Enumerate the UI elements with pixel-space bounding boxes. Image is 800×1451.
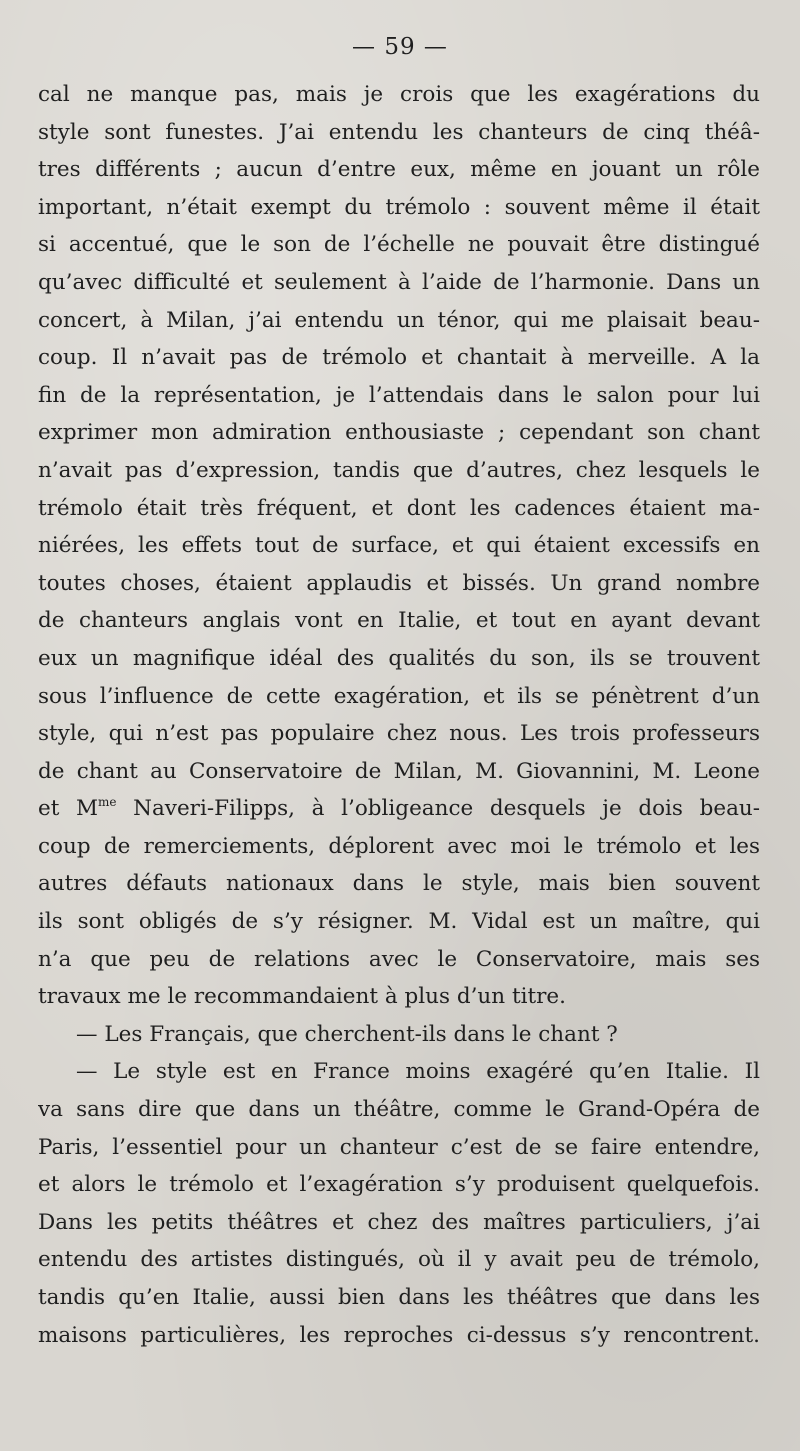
text-line: va sans dire que dans un théâtre, comme le Grand-Opéra de	[38, 1097, 760, 1123]
text-line: et $M^{me}$ Naveri-Filipps, à l’obligeance desquels je dois beau-	[38, 795, 760, 822]
text-line: si accentué, que le son de l’échelle ne pouvait être distingué	[38, 232, 760, 258]
text-line: de chant au Conservatoire de Milan, M. Giovannini, M. Leone	[38, 758, 760, 784]
text-line: important, n’était exempt du trémolo : souvent même il était	[38, 194, 760, 220]
text-line: eux un magnifique idéal des qualités du son, ils se trouvent	[38, 645, 760, 671]
text-line: n’avait pas d’expression, tandis que d’autres, chez lesquels le	[38, 457, 760, 483]
text-line: coup de remerciements, déplorent avec moi le trémolo et les	[38, 833, 760, 859]
text-line: et alors le trémolo et l’exagération s’y produisent quelquefois.	[38, 1172, 760, 1198]
text-line: de chanteurs anglais vont en Italie, et tout en ayant devant	[38, 608, 760, 634]
text-line: trémolo était très fréquent, et dont les cadences étaient ma-	[38, 495, 760, 521]
text-line: sous l’influence de cette exagération, et ils se pénètrent d’un	[38, 683, 760, 709]
text-line: entendu des artistes distingués, où il y avait peu de trémolo,	[38, 1247, 760, 1273]
text-line: toutes choses, étaient applaudis et bissés. Un grand nombre	[38, 570, 760, 596]
text-line: style sont funestes. J’ai entendu les chanteurs de cinq théâ-	[38, 119, 760, 145]
text-line: maisons particulières, les reproches ci-dessus s’y rencontrent.	[38, 1322, 760, 1348]
text-line: fin de la représentation, je l’attendais dans le salon pour lui	[38, 382, 760, 408]
text-line: coup. Il n’avait pas de trémolo et chantait à merveille. A la	[38, 345, 760, 371]
text-line: concert, à Milan, j’ai entendu un ténor, qui me plaisait beau-	[38, 307, 760, 333]
body-text	[38, 76, 760, 1354]
text-line: travaux me le recommandaient à plus d’un titre.	[38, 984, 566, 1010]
text-line: tres différents ; aucun d’entre eux, même en jouant un rôle	[38, 157, 760, 183]
text-line: — Le style est en France moins exagéré qu’en Italie. Il	[76, 1059, 760, 1085]
text-line: cal ne manque pas, mais je crois que les exagérations du	[38, 82, 760, 107]
text-line: niérées, les effets tout de surface, et qui étaient excessifs en	[38, 533, 760, 559]
text-line: Paris, l’essentiel pour un chanteur c’est de se faire entendre,	[38, 1134, 760, 1160]
text-line: exprimer mon admiration enthousiaste ; cependant son chant	[38, 420, 760, 446]
text-line: n’a que peu de relations avec le Conservatoire, mais ses	[38, 946, 760, 972]
text-line: style, qui n’est pas populaire chez nous. Les trois professeurs	[38, 721, 760, 747]
text-line: qu’avec difficulté et seulement à l’aide de l’harmonie. Dans un	[38, 269, 760, 295]
page-number: — 59 —	[352, 34, 448, 60]
text-line: autres défauts nationaux dans le style, mais bien souvent	[38, 871, 760, 897]
text-line: tandis qu’en Italie, aussi bien dans les théâtres que dans les	[38, 1285, 760, 1310]
text-line: ils sont obligés de s’y résigner. M. Vidal est un maître, qui	[38, 909, 760, 935]
text-line: — Les Français, que cherchent-ils dans le chant ?	[76, 1021, 618, 1047]
text-line: Dans les petits théâtres et chez des maîtres particuliers, j’ai	[38, 1209, 760, 1235]
